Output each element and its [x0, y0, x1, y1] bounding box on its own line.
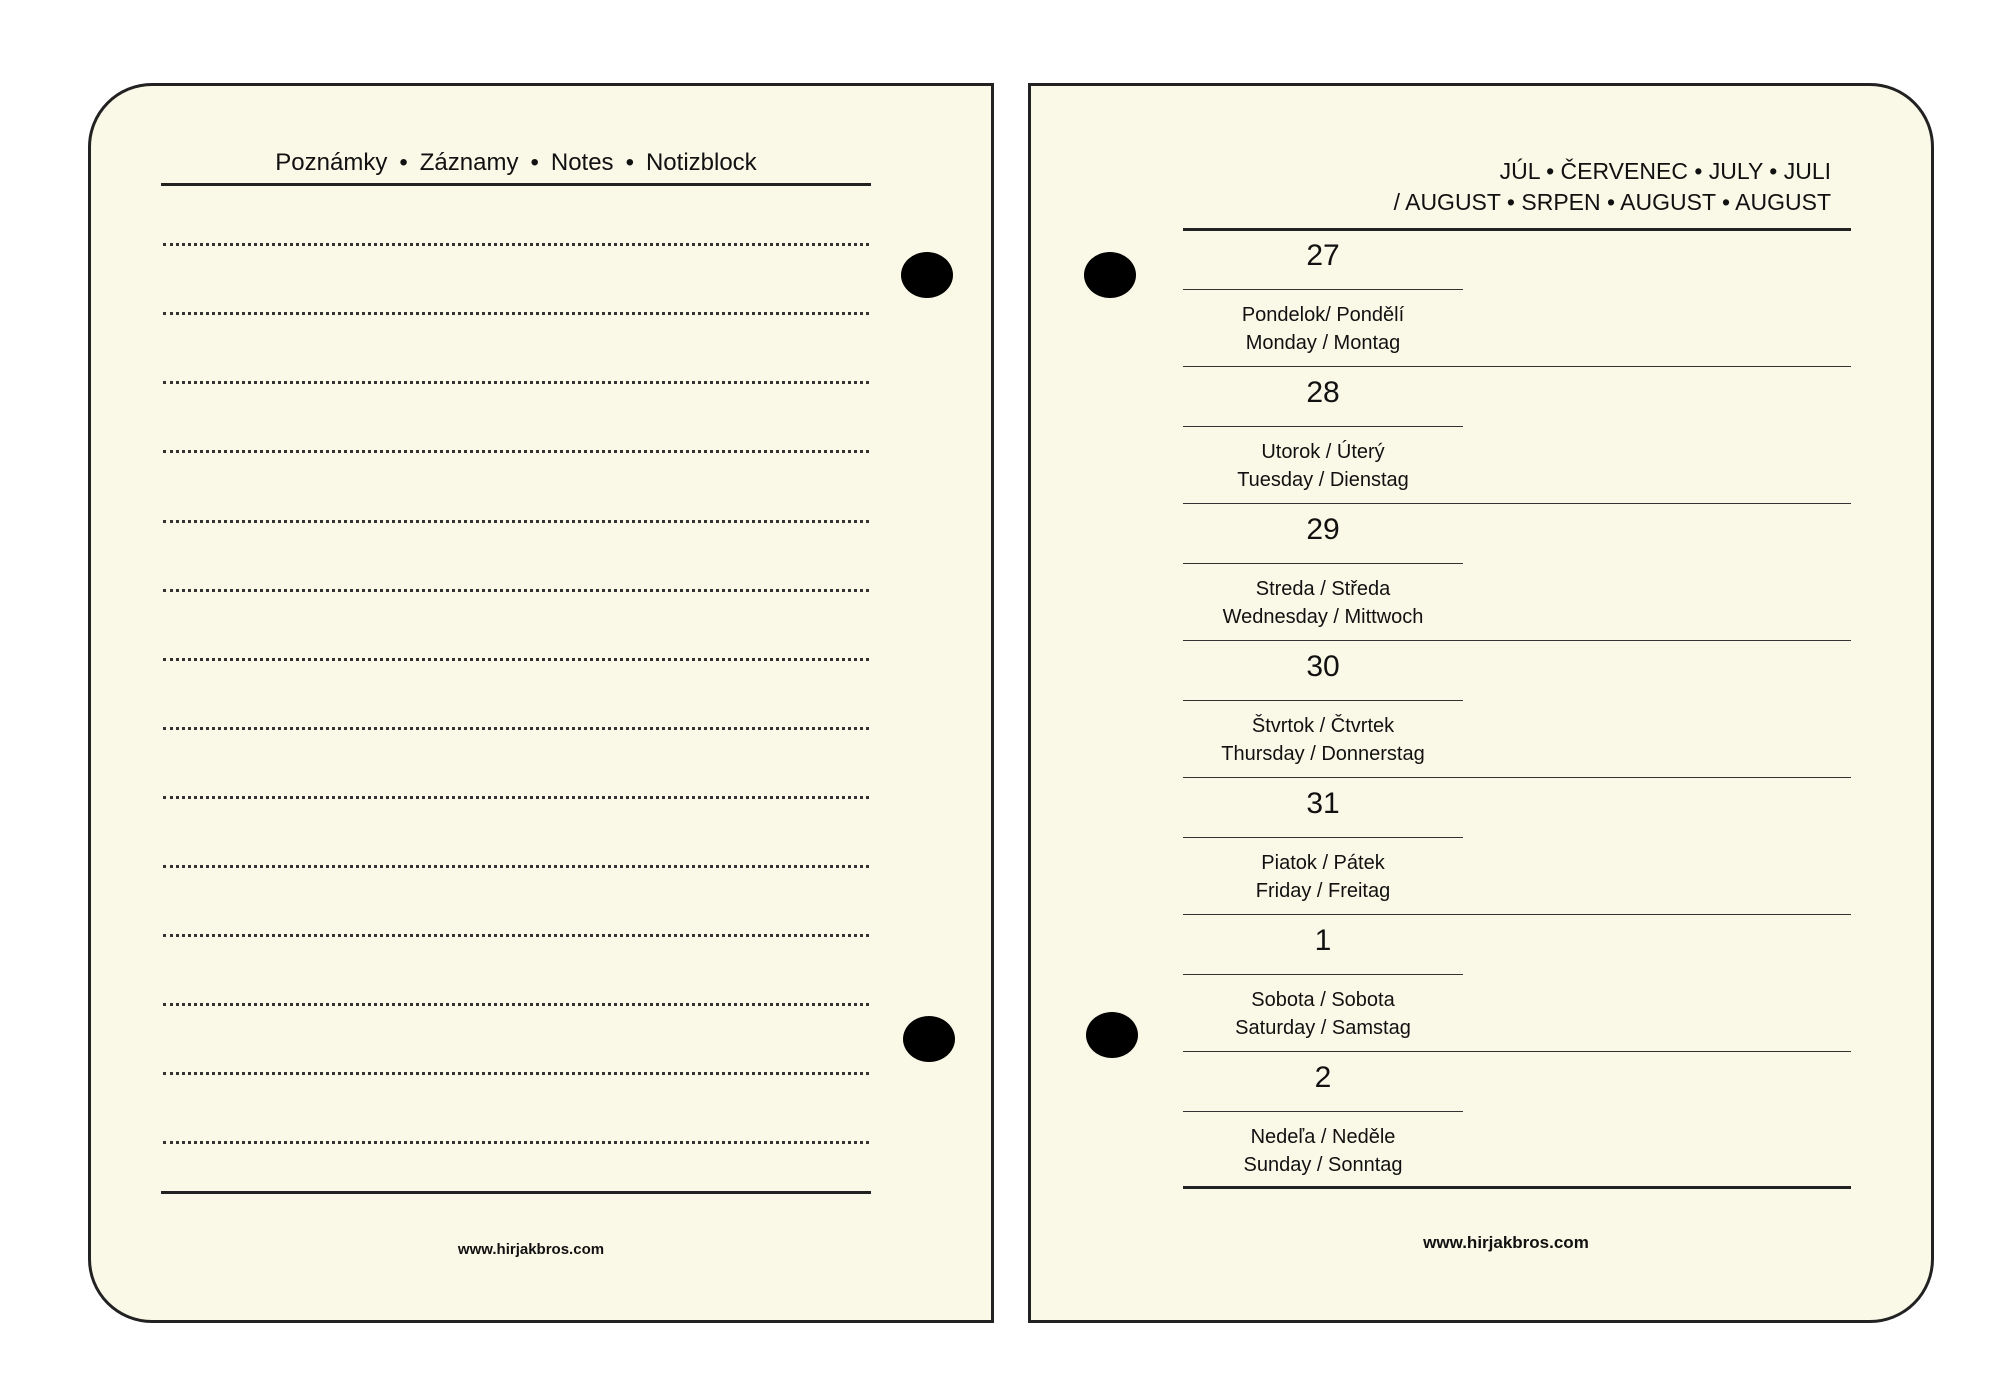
day-names: [1183, 712, 1463, 768]
day-number: 30: [1306, 650, 1340, 683]
day-name-sk-cz: Utorok / Úterý: [1261, 441, 1385, 463]
notes-header-label-en: Notes: [550, 149, 614, 176]
binder-hole: [1086, 1012, 1138, 1058]
binder-hole: [903, 1016, 955, 1062]
day-names: [1183, 849, 1463, 905]
note-line[interactable]: [163, 1072, 869, 1075]
footer-url: www.hirjakbros.com: [457, 1241, 605, 1258]
note-line[interactable]: [163, 727, 869, 730]
day-name-en-de: Tuesday / Dienstag: [1237, 469, 1409, 491]
day-names: [1183, 301, 1463, 357]
day-number-rule: [1183, 700, 1463, 701]
note-line[interactable]: [163, 312, 869, 315]
note-line[interactable]: [163, 450, 869, 453]
day-name-en-de: Sunday / Sonntag: [1243, 1154, 1403, 1176]
note-line[interactable]: [163, 1141, 869, 1144]
notes-header-label-de: Notizblock: [645, 149, 757, 176]
header-separator: •: [530, 149, 539, 176]
day-names: [1183, 1123, 1463, 1179]
day-row[interactable]: [1183, 641, 1851, 778]
day-names: [1183, 986, 1463, 1042]
note-line[interactable]: [163, 796, 869, 799]
notes-header-label-cz: Záznamy: [419, 149, 519, 176]
day-name-sk-cz: Štvrtok / Čtvrtek: [1251, 715, 1395, 737]
day-name-sk-cz: Nedeľa / Neděle: [1250, 1126, 1396, 1148]
notes-header-label-sk: Poznámky: [275, 149, 388, 176]
notes-page: [88, 83, 994, 1323]
day-row[interactable]: [1183, 778, 1851, 915]
month-line-1: JÚL • ČERVENEC • JULY • JULI: [1499, 158, 1831, 184]
day-name-en-de: Thursday / Donnerstag: [1221, 743, 1425, 765]
day-row[interactable]: [1183, 915, 1851, 1052]
binder-hole: [901, 252, 953, 298]
day-number: 31: [1306, 787, 1340, 820]
day-names: [1183, 575, 1463, 631]
note-line[interactable]: [163, 589, 869, 592]
week-page: [1028, 83, 1934, 1323]
day-name-en-de: Wednesday / Mittwoch: [1222, 606, 1424, 628]
day-row[interactable]: [1183, 504, 1851, 641]
day-number: 2: [1314, 1061, 1332, 1094]
day-number-rule: [1183, 974, 1463, 975]
day-number-rule: [1183, 1111, 1463, 1112]
notes-header: [161, 136, 871, 186]
day-number-rule: [1183, 289, 1463, 290]
day-name-sk-cz: Pondelok/ Pondělí: [1241, 304, 1405, 326]
day-number-rule: [1183, 563, 1463, 564]
day-row[interactable]: [1183, 1052, 1851, 1189]
note-line[interactable]: [163, 381, 869, 384]
day-names: [1183, 438, 1463, 494]
day-number: 1: [1314, 924, 1332, 957]
day-number: 29: [1306, 513, 1340, 546]
notes-bottom-rule: [161, 1191, 871, 1194]
header-separator: •: [399, 149, 408, 176]
day-number: 27: [1306, 239, 1340, 272]
day-name-sk-cz: Sobota / Sobota: [1251, 989, 1395, 1011]
day-number-rule: [1183, 837, 1463, 838]
note-line[interactable]: [163, 1003, 869, 1006]
day-name-en-de: Saturday / Samstag: [1235, 1017, 1411, 1039]
note-line[interactable]: [163, 243, 869, 246]
day-row[interactable]: [1183, 367, 1851, 504]
header-separator: •: [625, 149, 634, 176]
day-name-sk-cz: Piatok / Pátek: [1261, 852, 1385, 874]
month-heading: [1394, 156, 1831, 218]
day-name-sk-cz: Streda / Středa: [1255, 578, 1391, 600]
day-name-en-de: Friday / Freitag: [1255, 880, 1391, 902]
binder-hole: [1084, 252, 1136, 298]
note-line[interactable]: [163, 865, 869, 868]
note-line[interactable]: [163, 520, 869, 523]
day-row[interactable]: [1183, 230, 1851, 367]
day-number-rule: [1183, 426, 1463, 427]
month-line-2: / AUGUST • SRPEN • AUGUST • AUGUST: [1393, 189, 1831, 215]
footer-url: www.hirjakbros.com: [1423, 1233, 1589, 1252]
note-line[interactable]: [163, 658, 869, 661]
note-line[interactable]: [163, 934, 869, 937]
day-number: 28: [1306, 376, 1340, 409]
day-name-en-de: Monday / Montag: [1245, 332, 1401, 354]
